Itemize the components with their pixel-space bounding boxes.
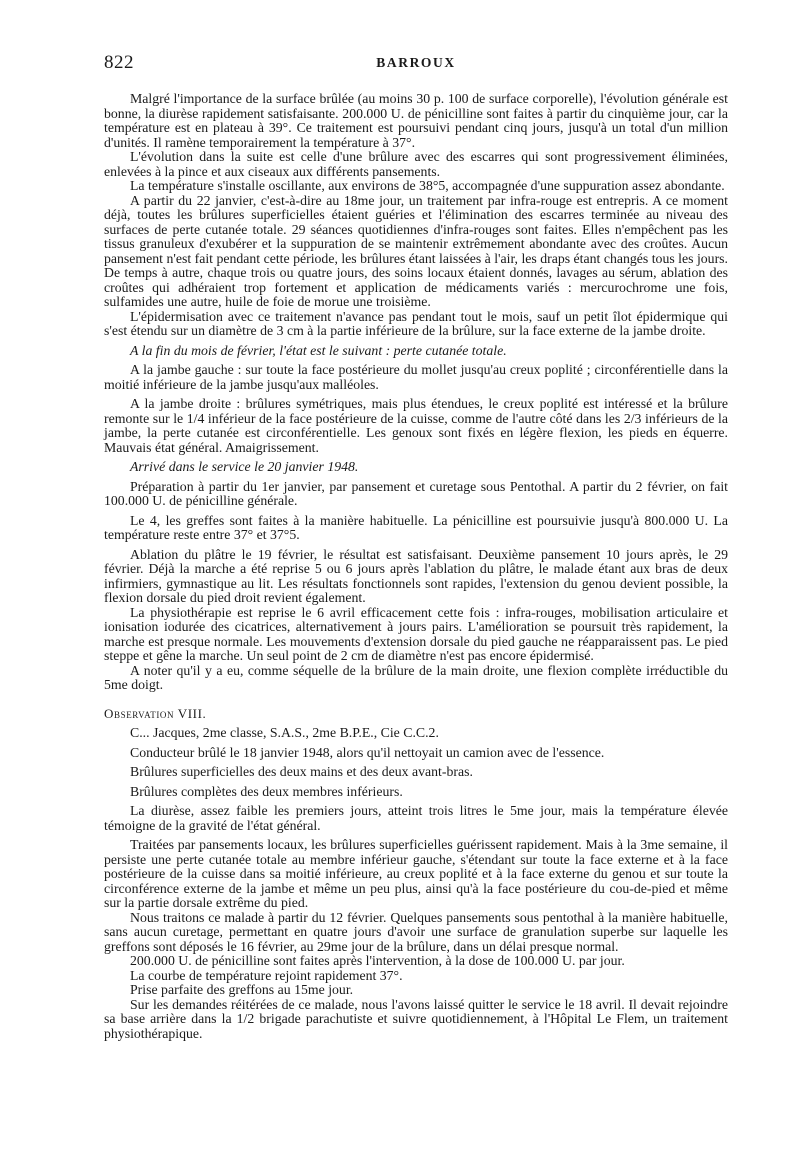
page-number: 822 — [104, 52, 134, 73]
paragraph: La courbe de température rejoint rapidement 37°. — [130, 967, 403, 983]
paragraph: A la jambe droite : brûlures symétriques, mais plus étendues, le creux poplité est intéressé et la brûlure remonte sur le 1/4 inférieur de la face postérieure de la cuisse, comme de l'autre côté dans les 2/3 inférieurs de la jambe, la perte cutanée est circonférentielle. Les genoux sont fixés en légère flexion, les pieds en équerre. Mauvais état général. Amaigrissement. — [104, 396, 728, 455]
paragraph: Brûlures complètes des deux membres inférieurs. — [130, 783, 403, 799]
paragraph: Conducteur brûlé le 18 janvier 1948, alors qu'il nettoyait un camion avec de l'essence. — [130, 744, 605, 760]
paragraph: A partir du 22 janvier, c'est-à-dire au 18me jour, un traitement par infra-rouge est entrepris. A ce moment déjà, toutes les brûlures superficielles étaient guéries et l'élimination des escarres terminée au niveau des surfaces de perte cutanée totale. 29 séances quotidiennes d'infra-rouges sont faites. Elles n'empêchent pas les tissus granuleux d'exubérer et la suppuration de se maintenir extrêmement abondante avec des croûtes. Aucun pansement n'est fait pendant cette période, les brûlures étant laissées à l'air, les draps étant changés tous les jours. De temps à autre, chaque trois ou quatre jours, des soins locaux étaient donnés, lavages au sérum, ablation des croûtes qui adhéraient trop fortement et application de médicaments variés : mercurochrome une fois, sulfamides une autre, huile de foie de morue une troisième. — [104, 192, 728, 309]
paragraph: La température s'installe oscillante, aux environs de 38°5, accompagnée d'une suppuration assez abondante. — [130, 178, 725, 193]
page-header — [104, 52, 728, 76]
observation-heading: Observation VIII. — [104, 705, 207, 721]
patient-line: C... Jacques, 2me classe, S.A.S., 2me B.P.E., Cie C.C.2. — [130, 725, 439, 740]
paragraph: Traitées par pansements locaux, les brûlures superficielles guérissent rapidement. Mais à la 3me semaine, il persiste une perte cutanée totale au membre inférieur gauche, s'étendant sur toute la face externe et à la face postérieure de la cuisse dans sa moitié inférieure, au creux poplité et à la face externe du genou et sur toute la circonférence externe de la jambe et même un peu plus, ainsi qu'à la face postérieure du cou-de-pied et même sur la partie dorsale extrême du pied. — [104, 837, 728, 910]
paragraph: A noter qu'il y a eu, comme séquelle de la brûlure de la main droite, une flexion complète irréductible du 5me doigt. — [104, 662, 728, 692]
paragraph: 200.000 U. de pénicilline sont faites après l'intervention, à la dose de 100.000 U. par jour. — [130, 953, 625, 968]
paragraph: Malgré l'importance de la surface brûlée (au moins 30 p. 100 de surface corporelle), l'évolution générale est bonne, la diurèse rapidement satisfaisante. 200.000 U. de pénicilline sont faites à partir du cinquième jour, car la température est en plateau à 39°. Ce traitement est poursuivi pendant cinq jours, jusqu'à un total d'un million d'unités. Il ramène temporairement la température à 37°. — [104, 91, 728, 150]
paragraph: Ablation du plâtre le 19 février, le résultat est satisfaisant. Deuxième pansement 10 jours après, le 29 février. Déjà la marche a été reprise 5 ou 6 jours après l'ablation du plâtre, le malade étant aux bras de deux infirmiers, gymnastique au lit. Les résultats fonctionnels sont rapides, l'extension du genou devient possible, la flexion dorsale du pied droit revient également. — [104, 546, 728, 605]
paragraph: Arrivé dans le service le 20 janvier 1948. — [130, 459, 359, 474]
paragraph: Prise parfaite des greffons au 15me jour. — [130, 982, 354, 997]
paragraph: Sur les demandes réitérées de ce malade, nous l'avons laissé quitter le service le 18 avril. Il devait rejoindre sa base arrière dans la 1/2 brigade parachutiste et suivre quotidiennement, à l'Hôpital Le Flem, un traitement physiothérapique. — [104, 996, 728, 1041]
paragraph: Préparation à partir du 1er janvier, par pansement et curetage sous Pentothal. A partir du 2 février, on fait 100.000 U. de pénicilline générale. — [104, 478, 728, 508]
paragraph: A la fin du mois de février, l'état est le suivant : perte cutanée totale. — [130, 342, 507, 358]
paragraph: Nous traitons ce malade à partir du 12 février. Quelques pansements sous pentothal à la manière habituelle, sans aucun curetage, permettant en quatre jours d'avoir une surface de granulation superbe sur laquelle les greffons sont déposés le 16 février, au 29me jour de la brûlure, dans un délai presque normal. — [104, 909, 728, 954]
paragraph: Brûlures superficielles des deux mains et des deux avant-bras. — [130, 764, 473, 779]
article-body — [104, 92, 728, 1041]
paragraph: A la jambe gauche : sur toute la face postérieure du mollet jusqu'au creux poplité ; circonférentielle dans la moitié inférieure de la jambe jusqu'aux malléoles. — [104, 362, 728, 392]
paragraph: La physiothérapie est reprise le 6 avril efficacement cette fois : infra-rouges, mobilisation articulaire et ionisation iodurée des cicatrices, alternativement à jours pairs. L'amélioration se poursuit très rapidement, la marche est presque normale. Les mouvements d'extension dorsale du pied gauche ne réapparaissent pas. Le pied steppe et gêne la marche. Un seul point de 2 cm de diamètre n'est pas encore épidermisé. — [104, 604, 728, 663]
paragraph: L'évolution dans la suite est celle d'une brûlure avec des escarres qui sont progressivement éliminées, enlevées à la pince et aux ciseaux aux différents pansements. — [104, 149, 728, 179]
paragraph: La diurèse, assez faible les premiers jours, atteint trois litres le 5me jour, mais la température élevée témoigne de la gravité de l'état général. — [104, 803, 728, 833]
running-title: BARROUX — [376, 55, 456, 70]
paragraph: Le 4, les greffes sont faites à la manière habituelle. La pénicilline est poursuivie jusqu'à 800.000 U. La température reste entre 37° et 37°5. — [104, 512, 728, 542]
paragraph: L'épidermisation avec ce traitement n'avance pas pendant tout le mois, sauf un petit îlot épidermique qui s'est étendu sur un diamètre de 3 cm à la partie inférieure de la brûlure, sur la face externe de la jambe droite. — [104, 308, 728, 338]
